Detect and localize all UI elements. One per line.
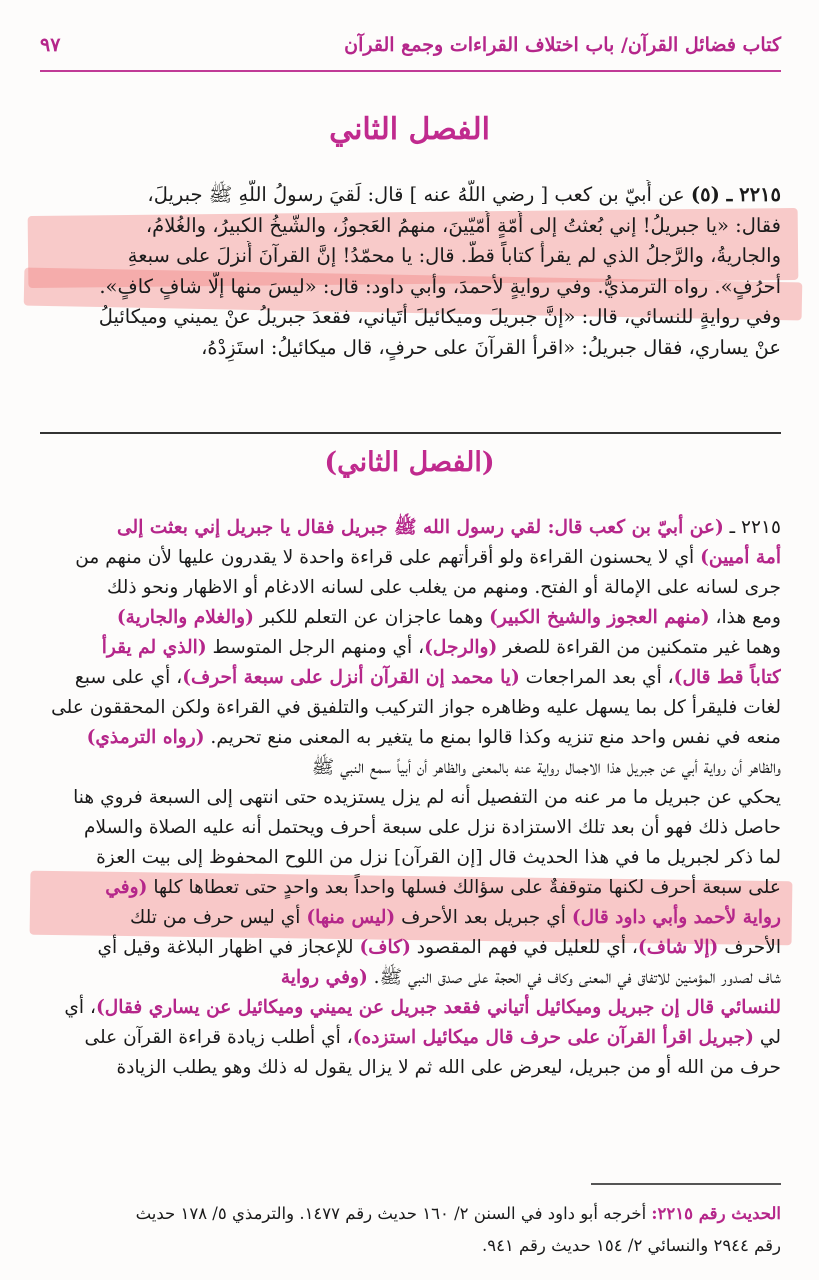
commentary-line	[40, 783, 781, 813]
commentary-line	[40, 963, 781, 993]
commentary-segment: منعه في نفس واحد منع تنزيه وكذا قالوا بمنع ما يتغير به المعنى منع تحريم.	[204, 727, 781, 748]
commentary-segment: يحكي عن جبريل ما مر عنه من التفصيل أنه لم يزل يستزيده حتى انتهى إلى السبعة فروي هنا	[73, 787, 781, 808]
commentary-segment: ، أي ومنهم الرجل المتوسط	[206, 637, 425, 658]
commentary-segment: للإعجاز في اظهار البلاغة وقيل أي	[97, 937, 360, 958]
commentary-segment: حاصل ذلك فهو أن بعد تلك الاستزادة نزل على سبعة أحرف ويحتمل أنه عليه الصلاة والسلام	[83, 817, 781, 838]
commentary-segment: لغات فليقرأ كل بما يسهل عليه وظاهره جواز التركيب والتلفيق في القراءة ولكن المحققون على	[51, 697, 781, 718]
commentary-line	[40, 603, 781, 633]
commentary-line	[40, 633, 781, 663]
footnote-label: الحديث رقم ٢٢١٥:	[651, 1204, 781, 1223]
hadith-text	[40, 180, 781, 363]
footnote	[40, 1198, 781, 1262]
quoted-matn: (منهم العجوز والشيخ الكبير)	[489, 607, 710, 628]
commentary-line	[40, 543, 781, 573]
quoted-matn: (ليس منها)	[306, 907, 396, 928]
commentary-line	[40, 843, 781, 873]
commentary-segment: لما ذكر لجبريل ما في هذا الحديث قال [إن القرآن] نزل من اللوح المحفوظ إلى بيت العزة	[96, 847, 781, 868]
quoted-matn: (إلا شاف)	[637, 937, 719, 958]
commentary-segment: ، أي على سبع	[74, 667, 183, 688]
footnote-rule	[591, 1183, 781, 1185]
quoted-matn: (الذي لم يقرأ	[101, 637, 207, 658]
quoted-matn: (يا محمد إن القرآن أنزل على سبعة أحرف)	[182, 667, 520, 688]
header-rule	[40, 70, 781, 72]
commentary-line	[40, 873, 781, 903]
commentary-segment: على سبعة أحرف لكنها متوقفةٌ على سؤالك فسلها واحداً بعد واحدٍ حتى تعطاها كلها	[147, 877, 781, 898]
quoted-matn: (عن أبيّ بن كعب قال: لقي رسول الله ﷺ جبريل فقال يا جبريل إني بعثت إلى	[117, 517, 724, 538]
commentary-line	[40, 813, 781, 843]
page-number: ٩٧	[40, 34, 61, 56]
commentary-segment: ، أي	[64, 997, 96, 1018]
section-title-matn: الفصل الثاني	[329, 112, 490, 147]
hadith-line: فقال: «يا جبريلُ! إني بُعثتُ إلى أُمّةٍ أُمّيّينَ، منهمُ العَجوزُ، والشّيخُ الكبيرُ، والغُلامُ،	[145, 213, 781, 237]
commentary-line	[40, 1023, 781, 1053]
commentary-segment: ، أي بعد المراجعات	[519, 667, 674, 688]
section-divider	[40, 432, 781, 434]
page-header	[40, 28, 781, 62]
hadith-number: ٢٢١٥ ـ (٥)	[690, 183, 781, 206]
commentary-line	[40, 1053, 781, 1083]
quoted-matn: (جبريل اقرأ القرآن على حرف قال ميكائيل استزده)	[352, 1027, 754, 1048]
quoted-matn: أمة أميين)	[700, 547, 781, 568]
quoted-matn: (وفي رواية	[280, 967, 368, 988]
quoted-matn: (كاف)	[359, 937, 411, 958]
footnote-line: رقم ٢٩٤٤ والنسائي ٢/ ١٥٤ حديث رقم ٩٤١.	[481, 1236, 781, 1255]
commentary-line	[40, 723, 781, 753]
commentary-segment: لي	[753, 1027, 781, 1048]
commentary-line	[40, 933, 781, 963]
commentary-segment: والظاهر أن رواية أبي عن جبريل هذا الاجمال رواية عنه بالمعنى والظاهر أن أبياً سمع النبي ﷺ	[311, 757, 781, 778]
hadith-line: أحرُفٍ». رواه الترمذيُّ. وفي روايةٍ لأحمدَ، وأبي داود: قال: «ليسَ منها إلّا شافٍ كافٍ».	[99, 274, 781, 298]
commentary-segment: ، أي أطلب زيادة قراءة القرآن على	[84, 1027, 353, 1048]
hadith-line: عنْ يساري، فقال جبريلُ: «اقرأ القرآنَ على حرفٍ، قال ميكائيلُ: استَزِدْهُ،	[201, 335, 781, 359]
commentary-segment: أي ليس حرف من تلك	[129, 907, 307, 928]
quoted-matn: رواية لأحمد وأبي داود قال)	[571, 907, 781, 928]
quoted-matn: (وفي	[105, 877, 148, 898]
commentary-segment: وهما عاجزان عن التعلم للكبر	[253, 607, 490, 628]
commentary-segment: أي لا يحسنون القراءة ولو أقرأتهم على قراءة واحدة لا يقدرون عليها لأن منهم من	[75, 547, 701, 568]
footnote-line: الحديث رقم ٢٢١٥: أخرجه أبو داود في السنن ٢/ ١٦٠ حديث رقم ١٤٧٧. والترمذي ٥/ ١٧٨ حديث	[135, 1204, 781, 1223]
commentary-line	[40, 993, 781, 1023]
section-title-sharh: (الفصل الثاني)	[324, 447, 495, 478]
commentary-segment: ومع هذا،	[709, 607, 781, 628]
quoted-matn: (والرجل)	[424, 637, 498, 658]
commentary-line	[40, 513, 781, 543]
commentary-segment: ، أي للعليل في فهم المقصود	[410, 937, 638, 958]
commentary-line	[40, 663, 781, 693]
commentary-segment: أي جبريل بعد الأحرف	[395, 907, 572, 928]
commentary-segment: جرى لسانه على الإمالة أو الفتح. ومنهم من يغلب على لسانه الادغام أو الاظهار ونحو ذلك	[107, 577, 781, 598]
commentary-segment: شاف لصدور المؤمنين للاتفاق في المعنى وكاف في الحجة على صدق النبي ﷺ.	[367, 967, 781, 988]
commentary-line	[40, 693, 781, 723]
hadith-line: وفي روايةٍ للنسائي، قال: «إنَّ جبريلَ وميكائيلَ أتَياني، فقعدَ جبريلُ عنْ يميني وميكائيلُ	[98, 305, 781, 328]
quoted-matn: للنسائي قال إن جبريل وميكائيل أتياني فقعد جبريل عن يميني وميكائيل عن يساري فقال)	[95, 997, 781, 1018]
commentary-line	[40, 753, 781, 783]
commentary-line	[40, 573, 781, 603]
quoted-matn: كتاباً قط قال)	[673, 667, 781, 688]
commentary-line	[40, 903, 781, 933]
commentary-segment: ٢٢١٥ ـ	[723, 517, 781, 538]
quoted-matn: (والغلام والجارية)	[116, 607, 254, 628]
running-title: كتاب فضائل القرآن/ باب اختلاف القراءات وجمع القرآن	[344, 34, 781, 56]
commentary-segment: حرف من الله أو من جبريل، ليعرض على الله ثم لا يزال يقول له ذلك وهو يطلب الزيادة	[116, 1057, 781, 1078]
commentary-text	[40, 513, 781, 1083]
commentary-segment: وهما غير متمكنين من القراءة للصغر	[497, 637, 781, 658]
hadith-line: ٢٢١٥ ـ (٥) عن أُبيّ بن كعب [ رضي اللّهُ عنه ] قال: لَقيَ رسولُ اللّهِ ﷺ جبريلَ،	[147, 183, 781, 206]
quoted-matn: (رواه الترمذي)	[86, 727, 205, 748]
hadith-line: والجاريةُ، والرَّجلُ الذي لم يقرأْ كتاباً قطُّ. قال: يا محمّدُ! إنَّ القرآنَ أُنزلَ على سبعةِ	[127, 244, 781, 267]
commentary-segment: الأحرف	[718, 937, 781, 958]
